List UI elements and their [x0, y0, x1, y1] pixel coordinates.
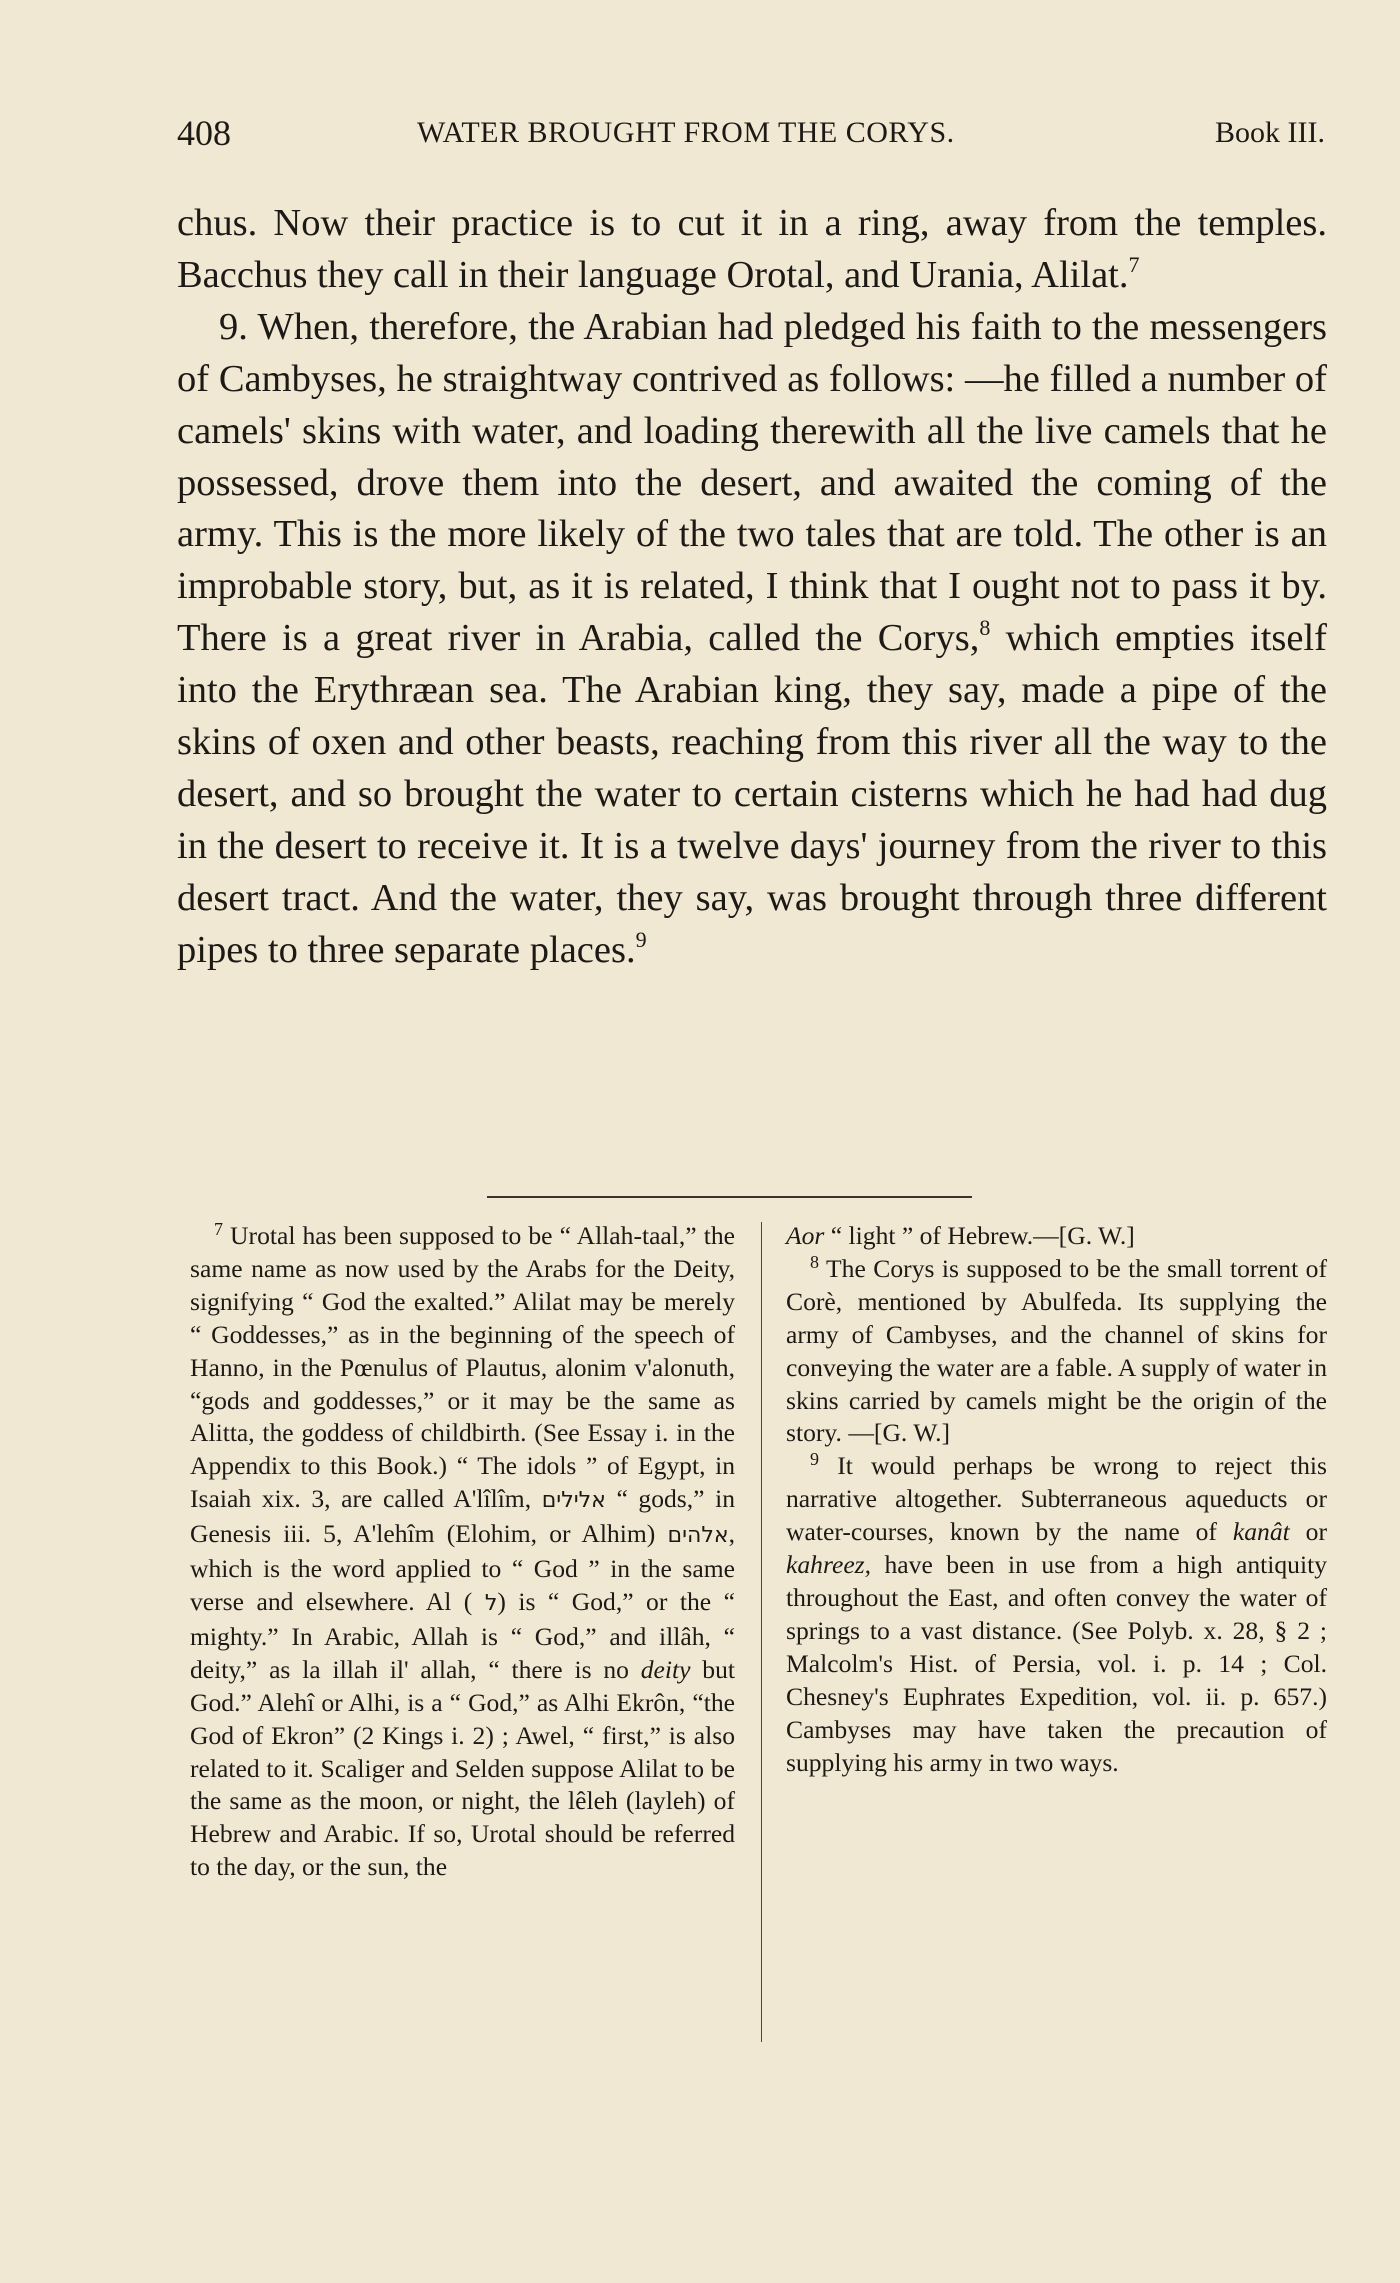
footnote-text: , which is the word applied to “ God ” in the same verse and elsewhere. Al ( [190, 1519, 735, 1616]
paragraph-continuation [177, 198, 1327, 302]
hebrew-word: אלהים [667, 1523, 729, 1549]
footnote-text: ) is “ God,” or the “ mighty.” In Arabic, Allah is “ God,” and illâh, “ deity,” as la illah il' allah, “ there is no [190, 1586, 735, 1684]
footnote-number: 7 [214, 1219, 223, 1239]
footnote-number: 8 [810, 1251, 819, 1272]
paragraph-text: 9. When, therefore, the Arabian had pledged his faith to the messengers of Cambyses, he straightway contrived as follows: —he filled a number of camels' skins with water, and loading therewith all the live camels that he possessed, drove them into the desert, and awaited the coming of the army. This is the more likely of the two tales that are told. The other is an improbable story, but, as it is related, I think that I ought not to pass it by. There is a great river in Arabia, called the Corys, [177, 305, 1327, 660]
footnote-ref-8: 8 [979, 615, 991, 641]
footnote-ref-9: 9 [635, 926, 647, 952]
main-text [177, 198, 1327, 977]
paragraph-9 [177, 302, 1327, 977]
footnote-number: 9 [810, 1449, 819, 1470]
footnote-ref-7: 7 [1128, 251, 1140, 277]
footnote-7 [190, 1220, 735, 1884]
footnote-9 [786, 1450, 1327, 1779]
paragraph-text: chus. Now their practice is to cut it in a ring, away from the temples. Bacchus they call in their language Orotal, and Urania, Alilat. [177, 202, 1327, 296]
footnote-text: but God.” Alehî or Alhi, is a “ God,” as Alhi Ekrôn, “the God of Ekron” (2 Kings i. 2) ; Awel, “ first,” is also related to it. Scaliger and Selden suppose Alilat to be the same as the moon, or night, the lêleh (layleh) of Hebrew and Arabic. If so, Urotal should be referred to the day, or the sun, the [190, 1654, 735, 1882]
page-number: 408 [177, 113, 231, 153]
italic-term: Aor [786, 1221, 825, 1250]
footnote-divider [487, 1196, 972, 1198]
footnote-8 [786, 1253, 1327, 1450]
book-reference: Book III. [1215, 116, 1325, 149]
footnote-text: It would perhaps be wrong to reject this narrative altogether. Subterraneous aqueducts or water-courses, known by the name of [786, 1451, 1327, 1547]
paragraph-text: which empties itself into the Erythræan sea. The Arabian king, they say, made a pipe of the skins of oxen and other beasts, reaching from this river all the way to the desert, and so brought the water to certain cisterns which he had had dug in the desert to receive it. It is a twelve days' journey from the river to this desert tract. And the water, they say, was brought through three different pipes to three separate places. [177, 617, 1327, 971]
footnote-text: Urotal has been supposed to be “ Allah-taal,” the same name as now used by the Arabs for the Deity, signifying “ God the exalted.” Alilat may be merely “ Goddesses,” as in the beginning of the speech of Hanno, in the Pœnulus of Plautus, alonim v'alonuth, “gods and goddesses,” or it may be the same as Alitta, the goddess of childbirth. (See Essay i. in the Appendix to this Book.) “ The idols ” of Egypt, in Isaiah xix. 3, are called A'lîlîm, [190, 1221, 735, 1514]
hebrew-word: ל [484, 1590, 498, 1616]
italic-term: kanât [1232, 1517, 1290, 1547]
footnote-text: “ gods,” in Genesis iii. 5, A'lehîm (Elohim, or Alhim) [190, 1484, 735, 1549]
italic-term: deity [640, 1654, 691, 1684]
footnote-column-left [190, 1220, 735, 1884]
italic-term: kahreez, [786, 1550, 872, 1580]
footnote-text: “ light ” of Hebrew.—[G. W.] [824, 1221, 1135, 1250]
column-divider [761, 1222, 762, 2042]
footnote-text: The Corys is supposed to be the small torrent of Corè, mentioned by Abulfeda. Its supplying the army of Cambyses, and the channel of skins for conveying the water are a fable. A supply of water in skins carried by camels might be the origin of the story. —[G. W.] [786, 1253, 1327, 1448]
hebrew-word: אלילים [541, 1488, 606, 1514]
page-header [177, 112, 1325, 158]
running-title: WATER BROUGHT FROM THE CORYS. [417, 116, 955, 149]
footnote-column-right [786, 1220, 1327, 1779]
footnote-text: or [1289, 1517, 1328, 1547]
footnote-7-continued [786, 1220, 1327, 1253]
footnote-text: have been in use from a high antiquity throughout the East, and often convey the water of springs to a vast distance. (See Polyb. x. 28, § 2 ; Malcolm's Hist. of Persia, vol. i. p. 14 ; Col. Chesney's Euphrates Expedition, vol. ii. p. 657.) Cambyses may have taken the precaution of supplying his army in two ways. [786, 1550, 1327, 1777]
